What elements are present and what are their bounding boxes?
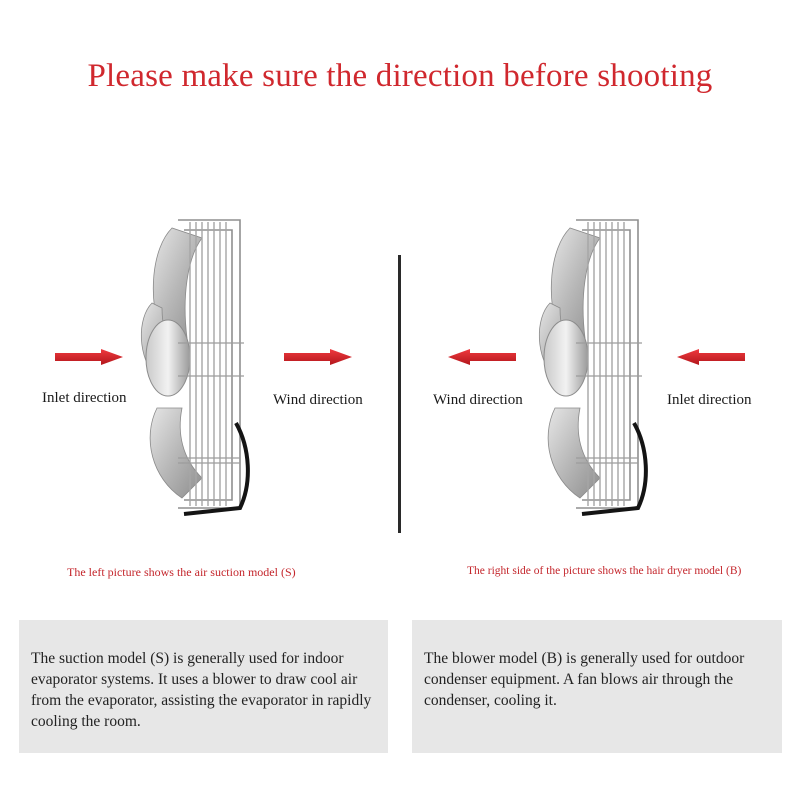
arrow-right-icon bbox=[284, 349, 352, 365]
arrow-left-icon bbox=[448, 349, 516, 365]
inlet-direction-label: Inlet direction bbox=[42, 390, 127, 406]
right-caption: The right side of the picture shows the hair dryer model (B) bbox=[467, 565, 742, 577]
wind-direction-label: Wind direction bbox=[433, 392, 523, 408]
inlet-direction-label: Inlet direction bbox=[667, 392, 752, 408]
suction-model-panel bbox=[19, 620, 388, 753]
axial-fan-icon bbox=[530, 208, 655, 523]
page-title: Please make sure the direction before shooting bbox=[87, 58, 713, 94]
left-caption: The left picture shows the air suction model (S) bbox=[67, 565, 296, 579]
suction-model-description: The suction model (S) is generally used for indoor evaporator systems. It uses a blower to draw cool air from the evaporator, assisting the evaporator in rapidly cooling the room. bbox=[31, 650, 372, 730]
blower-model-panel bbox=[412, 620, 782, 753]
wind-direction-label: Wind direction bbox=[273, 392, 363, 408]
arrow-left-icon bbox=[677, 349, 745, 365]
arrow-right-icon bbox=[55, 349, 123, 365]
section-divider bbox=[398, 255, 401, 533]
axial-fan-icon bbox=[132, 208, 257, 523]
blower-model-description: The blower model (B) is generally used for outdoor condenser equipment. A fan blows air through the condenser, cooling it. bbox=[424, 650, 745, 709]
